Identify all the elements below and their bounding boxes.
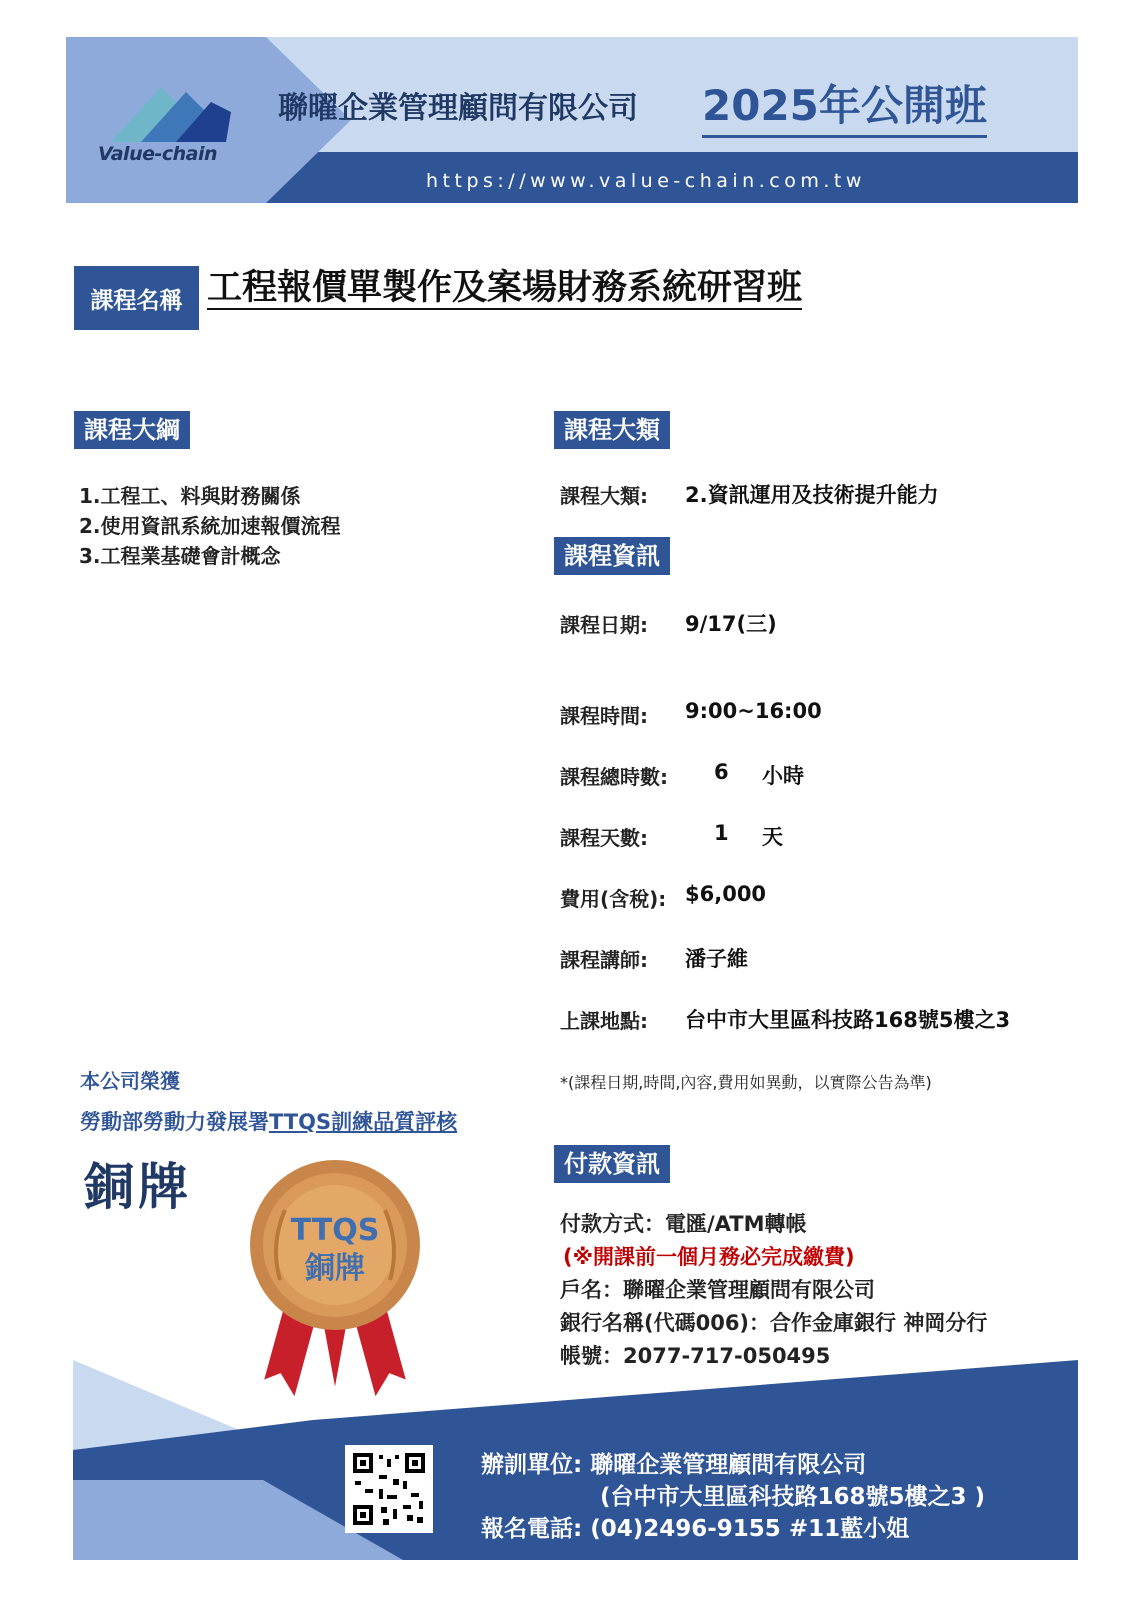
category-value: 2.資訊運用及技術提升能力 — [685, 483, 939, 507]
company-name: 聯曜企業管理顧問有限公司 — [278, 91, 638, 126]
footer-address: (台中市大里區科技路168號5樓之3 ) — [600, 1484, 986, 1510]
qr-code-icon[interactable] — [345, 1445, 433, 1533]
teacher-label: 課程講師: — [560, 948, 648, 972]
time-value: 9:00~16:00 — [685, 699, 822, 723]
honor-ttqs: TTQS訓練品質評核 — [269, 1110, 458, 1134]
hours-unit: 小時 — [762, 764, 804, 788]
footer-organizer: 辦訓單位: 聯曜企業管理顧問有限公司 — [481, 1452, 867, 1478]
payment-heading: 付款資訊 — [554, 1145, 670, 1183]
logo-text: Value-chain — [98, 143, 218, 165]
outline-item: 2.使用資訊系統加速報價流程 — [79, 514, 341, 538]
honor-line-1: 本公司榮獲 — [80, 1069, 180, 1093]
hours-label: 課程總時數: — [560, 765, 668, 789]
course-name-label: 課程名稱 — [74, 266, 199, 330]
date-label: 課程日期: — [560, 613, 648, 637]
location-label: 上課地點: — [560, 1009, 648, 1033]
date-value: 9/17(三) — [685, 612, 777, 636]
account-name: 戶名：聯曜企業管理顧問有限公司 — [560, 1278, 875, 1302]
website-url[interactable]: https://www.value-chain.com.tw — [426, 170, 866, 192]
category-heading: 課程大類 — [554, 411, 670, 449]
info-heading: 課程資訊 — [554, 537, 670, 575]
category-label: 課程大類: — [560, 484, 648, 508]
medal-text-1: TTQS — [290, 1213, 380, 1248]
bronze-title: 銅牌 — [84, 1158, 192, 1216]
outline-heading: 課程大綱 — [74, 411, 190, 449]
fee-value: $6,000 — [685, 882, 767, 906]
days-label: 課程天數: — [560, 826, 648, 850]
year-title: 2025年公開班 — [702, 73, 987, 138]
footer-phone[interactable]: 報名電話: (04)2496-9155 #11藍小姐 — [481, 1516, 910, 1542]
account-number: 帳號：2077-717-050495 — [560, 1344, 831, 1368]
honor-line-2 — [80, 1106, 457, 1136]
outline-item: 3.工程業基礎會計概念 — [79, 544, 281, 568]
teacher-value: 潘子維 — [685, 947, 748, 971]
time-label: 課程時間: — [560, 704, 648, 728]
value-chain-logo-icon — [106, 77, 266, 147]
medal-text-2: 銅牌 — [305, 1251, 365, 1286]
days-value: 1 — [714, 821, 729, 845]
honor-prefix: 勞動部勞動力發展署 — [80, 1110, 269, 1134]
change-notice: *(課程日期,時間,內容,費用如異動，以實際公告為準) — [560, 1073, 932, 1092]
hours-value: 6 — [714, 760, 729, 784]
header-banner — [66, 37, 1078, 203]
bank-name: 銀行名稱(代碼006)：合作金庫銀行 神岡分行 — [560, 1311, 988, 1335]
outline-item: 1.工程工、料與財務關係 — [79, 484, 301, 508]
location-value: 台中市大里區科技路168號5樓之3 — [685, 1008, 1011, 1032]
fee-label: 費用(含稅): — [560, 887, 667, 911]
course-title: 工程報價單製作及案場財務系統研習班 — [207, 268, 803, 308]
payment-warning: (※開課前一個月務必完成繳費) — [563, 1245, 855, 1269]
days-unit: 天 — [762, 825, 783, 849]
payment-method: 付款方式：電匯/ATM轉帳 — [560, 1212, 807, 1236]
